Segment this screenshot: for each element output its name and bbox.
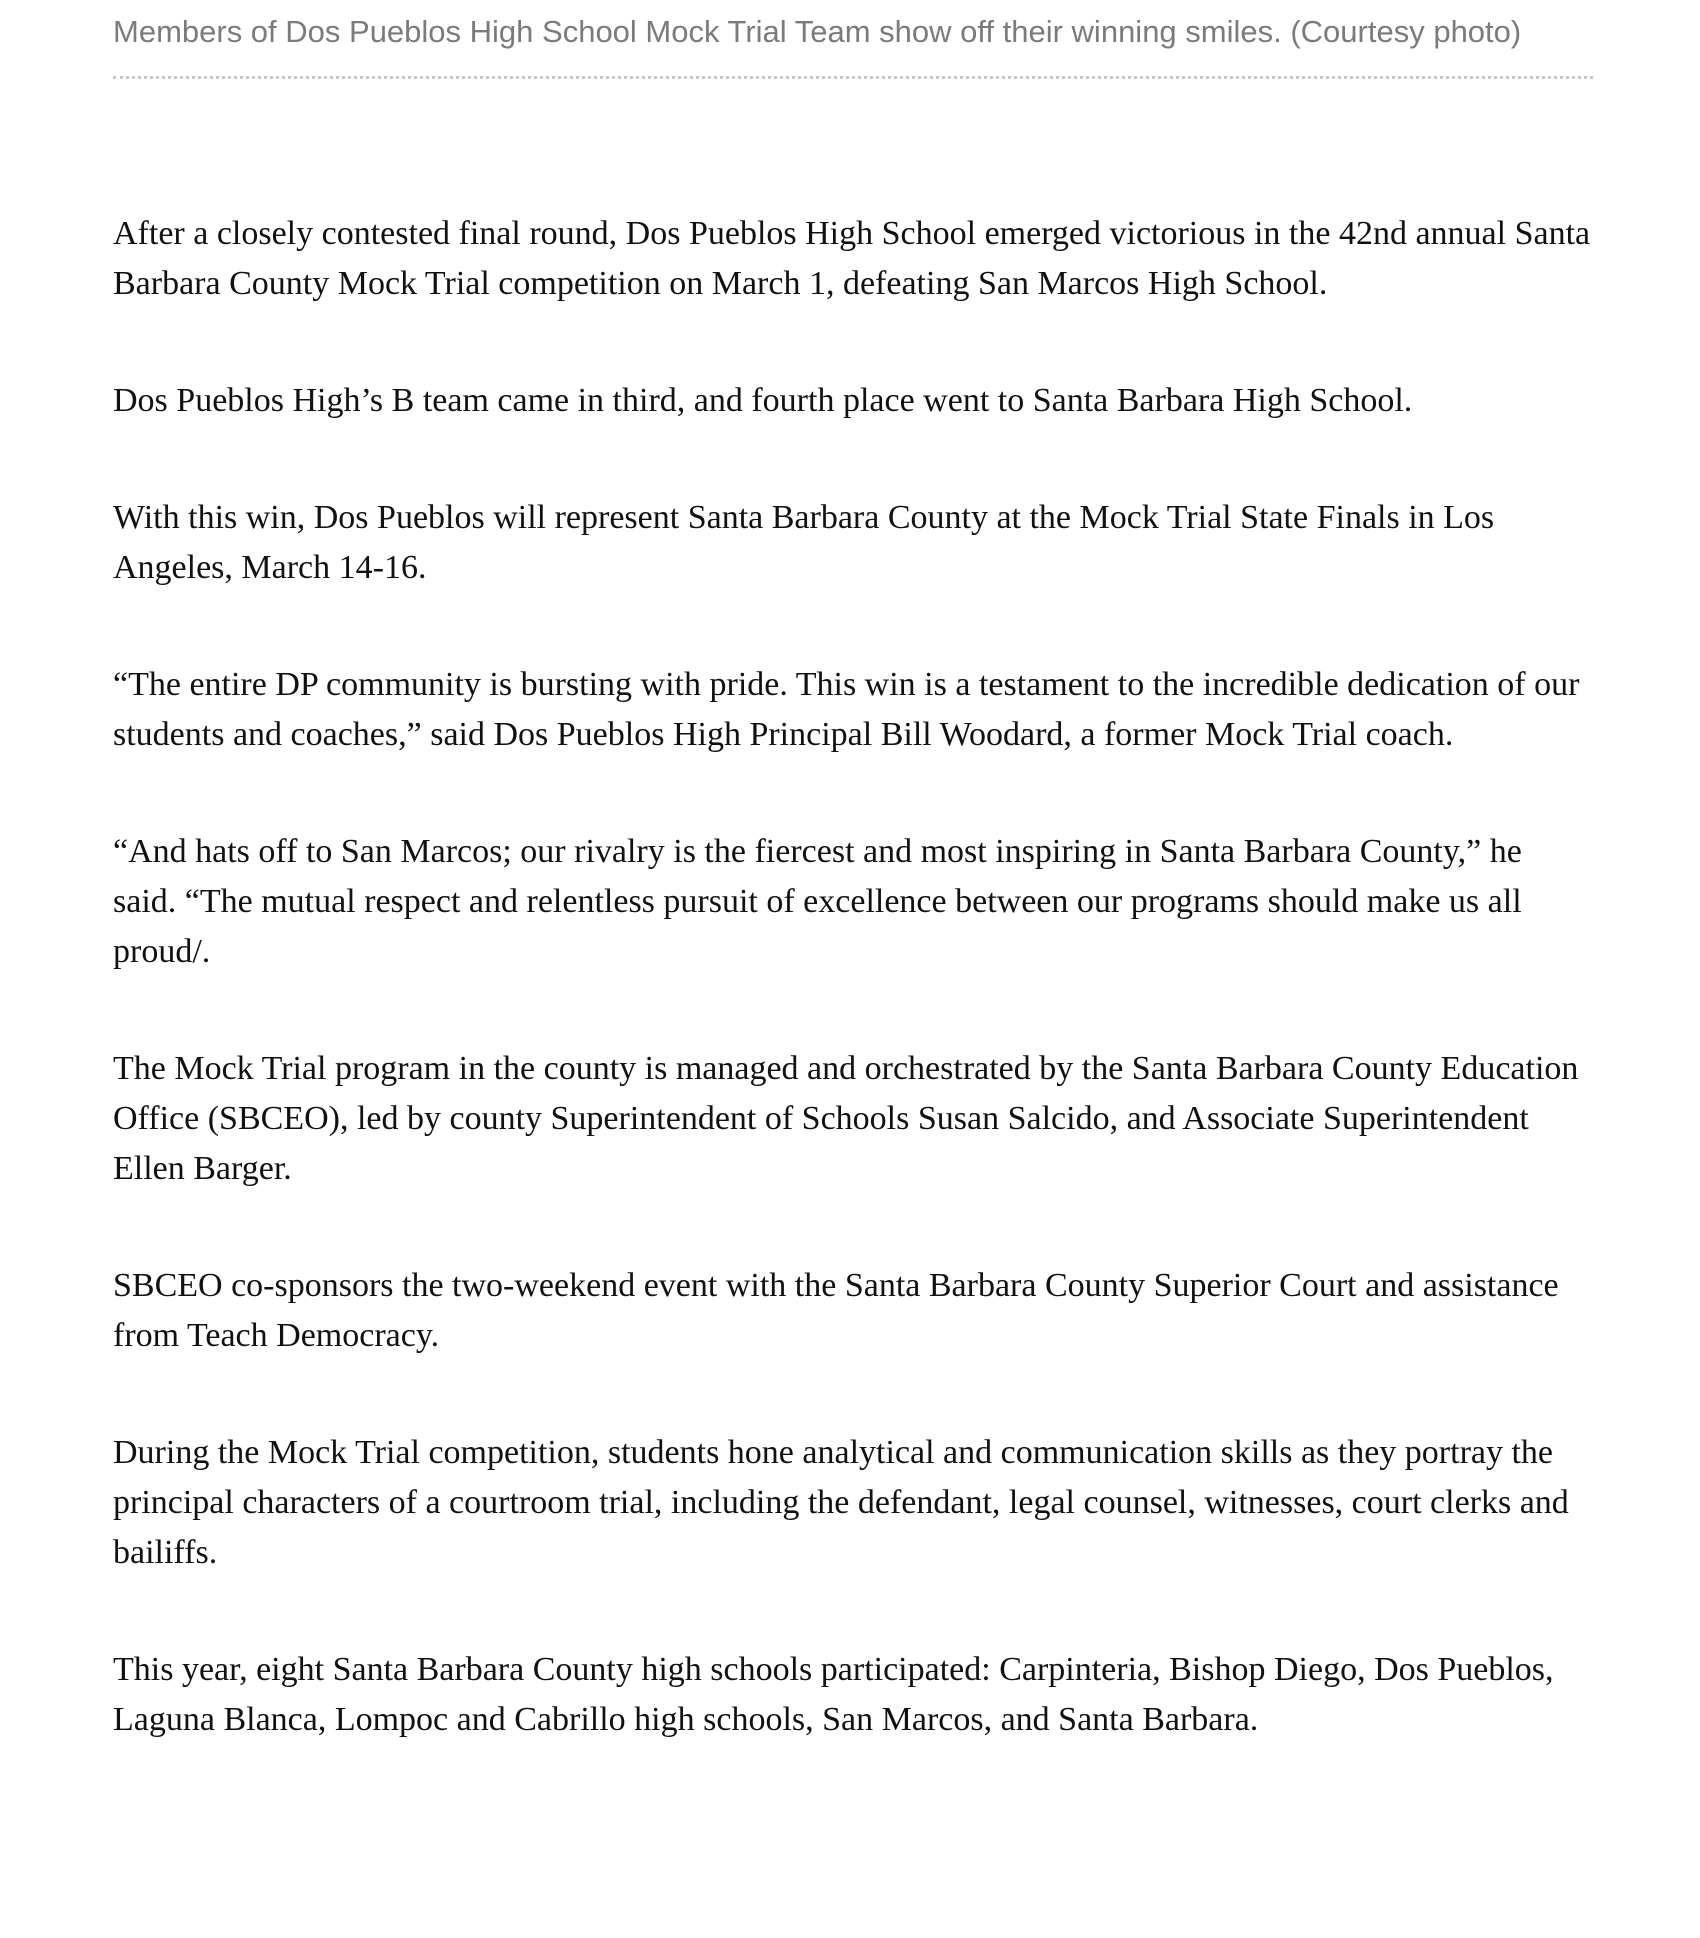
article-paragraph: “And hats off to San Marcos; our rivalry is the fiercest and most inspiring in Santa Barbara County,” he said. “The mutual respect and relentless pursuit of excellence between our programs should make us all proud/. bbox=[113, 833, 1522, 970]
article-paragraph: This year, eight Santa Barbara County high schools participated: Carpinteria, Bishop Diego, Dos Pueblos, Laguna Blanca, Lompoc and Cabrillo high schools, San Marcos, and Santa Barbara. bbox=[113, 1651, 1554, 1738]
article-body bbox=[113, 209, 1593, 1745]
article-paragraph: SBCEO co-sponsors the two-weekend event with the Santa Barbara County Superior Court and assistance from Teach Democracy. bbox=[113, 1267, 1559, 1354]
article-paragraph: The Mock Trial program in the county is managed and orchestrated by the Santa Barbara County Education Office (SBCEO), led by county Superintendent of Schools Susan Salcido, and Associate Superintendent Ellen Barger. bbox=[113, 1050, 1579, 1187]
photo-caption: Members of Dos Pueblos High School Mock Trial Team show off their winning smiles. (Courtesy photo) bbox=[113, 14, 1522, 49]
article-page bbox=[113, 0, 1593, 1812]
article-paragraph: After a closely contested final round, Dos Pueblos High School emerged victorious in the 42nd annual Santa Barbara County Mock Trial competition on March 1, defeating San Marcos High School. bbox=[113, 215, 1591, 302]
article-paragraph: Dos Pueblos High’s B team came in third, and fourth place went to Santa Barbara High School. bbox=[113, 382, 1413, 419]
caption-divider bbox=[113, 76, 1593, 79]
article-paragraph: “The entire DP community is bursting with pride. This win is a testament to the incredible dedication of our students and coaches,” said Dos Pueblos High Principal Bill Woodard, a former Mock Trial coach. bbox=[113, 666, 1580, 753]
article-paragraph: With this win, Dos Pueblos will represent Santa Barbara County at the Mock Trial State Finals in Los Angeles, March 14-16. bbox=[113, 499, 1495, 586]
article-paragraph: During the Mock Trial competition, students hone analytical and communication skills as they portray the principal characters of a courtroom trial, including the defendant, legal counsel, witnesses, court clerks and bailiffs. bbox=[113, 1434, 1569, 1571]
